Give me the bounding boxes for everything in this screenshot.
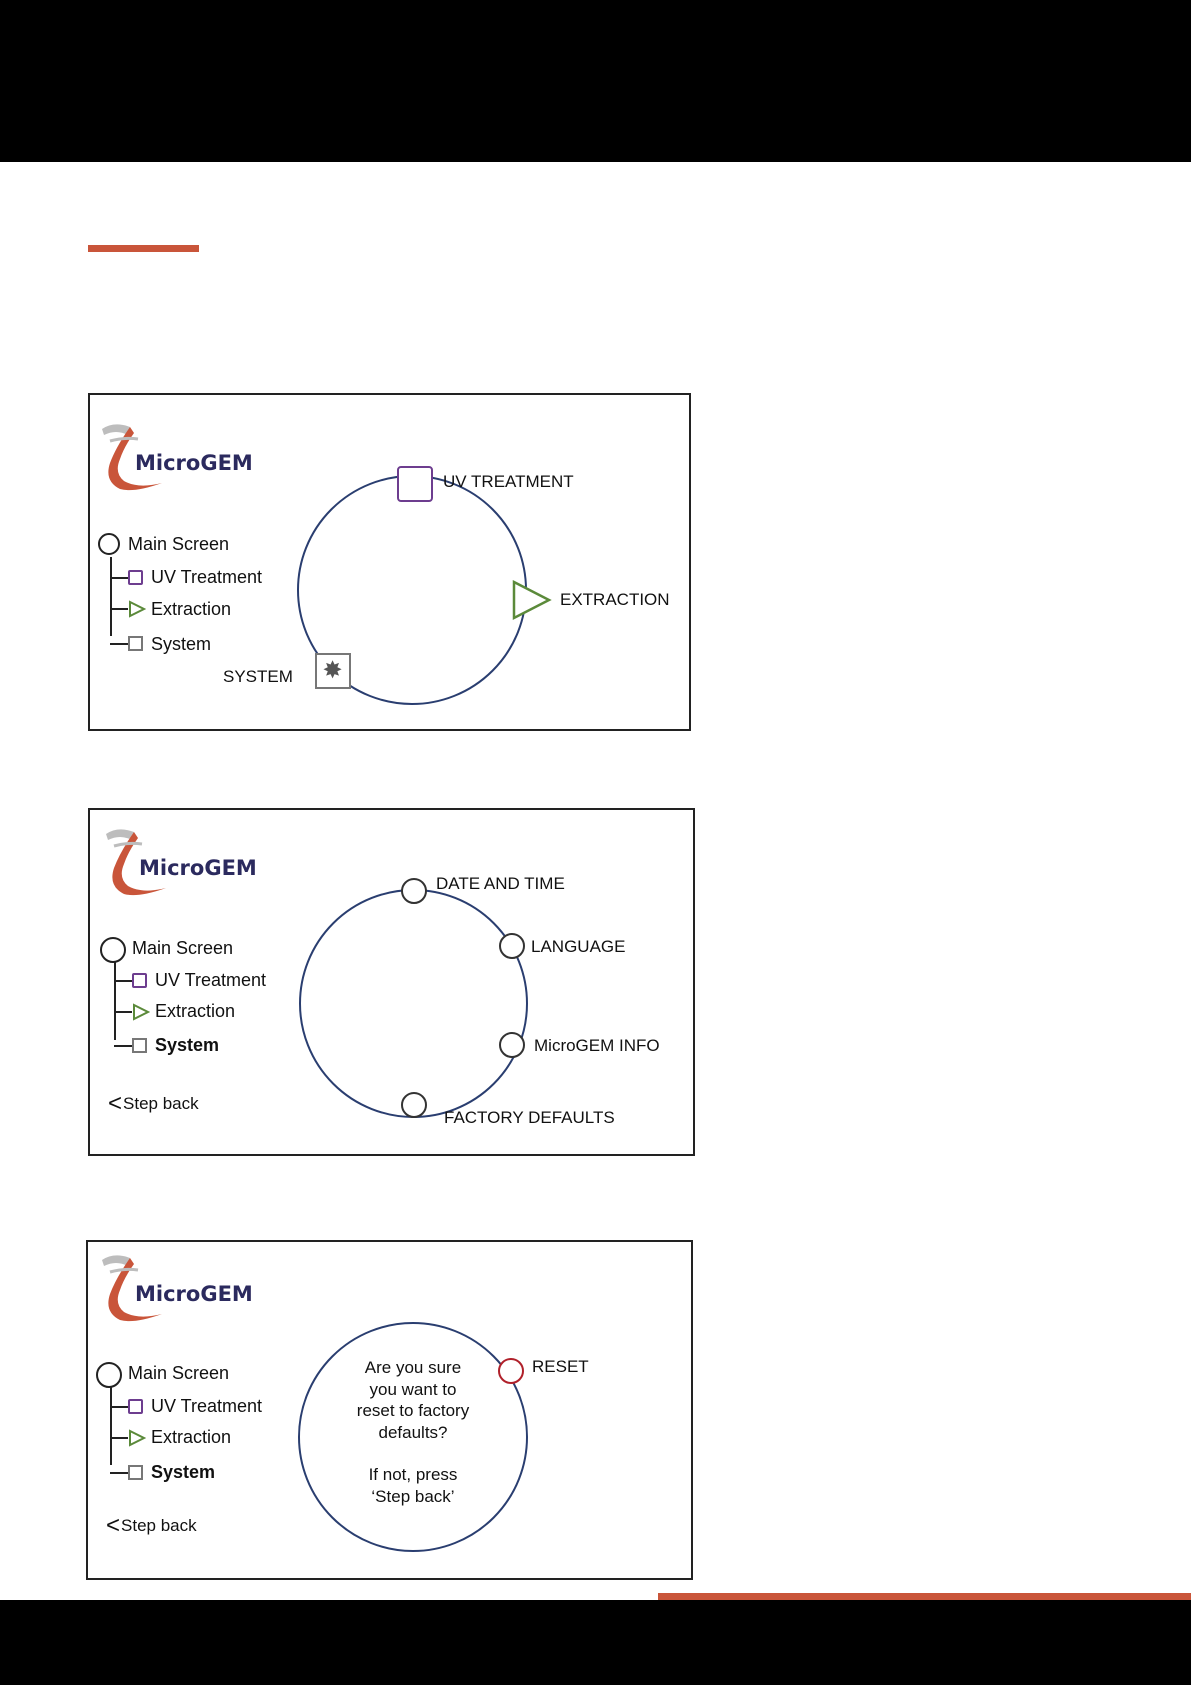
system-square-icon [128,1465,143,1480]
factory-defaults-label: FACTORY DEFAULTS [444,1108,615,1127]
extraction-triangle-icon [128,1429,146,1447]
logo-text: MicroGEM [135,451,253,475]
footer-accent-line [658,1593,1191,1600]
confirm-line-6: ‘Step back’ [371,1486,455,1506]
info-node[interactable] [499,1032,525,1058]
extraction-label: EXTRACTION [560,590,670,609]
main-screen-circle-icon [98,533,120,555]
tree-uv-treatment[interactable]: UV Treatment [151,567,263,587]
uv-treatment-node[interactable] [397,466,433,502]
tree-extraction[interactable]: Extraction [151,1427,232,1447]
footer-bar [0,1600,1191,1685]
step-back-button[interactable] [106,1512,197,1540]
chevron-left-icon: < [108,1090,123,1117]
main-screen-circle-icon [96,1362,122,1388]
microgem-logo [94,1250,264,1330]
tree-main-screen[interactable]: Main Screen [128,534,230,554]
system-menu-panel [88,808,695,1156]
logo-text: MicroGEM [139,856,257,880]
confirm-line-5: If not, press [368,1465,458,1484]
tree-uv-treatment[interactable]: UV Treatment [151,1396,263,1416]
system-label: SYSTEM [223,667,293,686]
header-bar [0,0,1191,162]
date-time-label: DATE AND TIME [436,874,565,893]
extraction-triangle-icon [128,600,146,618]
info-label: MicroGEM INFO [534,1036,660,1055]
language-label: LANGUAGE [531,937,626,956]
confirm-message [318,1357,508,1507]
selection-ring [299,889,528,1118]
system-square-icon [132,1038,147,1053]
extraction-triangle-icon [132,1003,150,1021]
reset-label: RESET [532,1357,589,1376]
reset-node[interactable] [498,1358,524,1384]
system-square-icon [128,636,143,651]
uv-square-icon [128,1399,143,1414]
date-time-node[interactable] [401,878,427,904]
microgem-logo [94,419,264,499]
step-back-button[interactable] [108,1090,199,1118]
step-back-label: Step back [123,1094,199,1113]
tree-system[interactable]: System [151,634,212,654]
tree-extraction[interactable]: Extraction [151,599,232,619]
menu-tree [96,1362,286,1482]
confirm-line-2: you want to [369,1379,457,1399]
title-accent-line [88,245,199,252]
uv-square-icon [128,570,143,585]
starburst-icon: ✸ [322,657,343,684]
menu-tree [96,533,286,653]
confirm-line-4: defaults? [378,1422,448,1442]
system-node[interactable] [315,653,351,689]
tree-system[interactable]: System [155,1035,220,1055]
menu-tree [100,937,290,1057]
tree-extraction[interactable]: Extraction [155,1001,236,1021]
microgem-logo [98,824,268,904]
confirm-line-1: Are you sure [364,1358,462,1377]
tree-uv-treatment[interactable]: UV Treatment [155,970,267,990]
factory-defaults-node[interactable] [401,1092,427,1118]
tree-system[interactable]: System [151,1462,216,1482]
uv-treatment-label: UV TREATMENT [443,472,574,491]
language-node[interactable] [499,933,525,959]
chevron-left-icon: < [106,1512,121,1539]
factory-reset-panel [86,1240,693,1580]
confirm-line-3: reset to factory [356,1401,470,1420]
extraction-node[interactable] [511,579,553,621]
tree-main-screen[interactable]: Main Screen [132,938,234,958]
step-back-label: Step back [121,1516,197,1535]
main-screen-circle-icon [100,937,126,963]
logo-text: MicroGEM [135,1282,253,1306]
main-screen-panel [88,393,691,731]
uv-square-icon [132,973,147,988]
tree-main-screen[interactable]: Main Screen [128,1363,230,1383]
